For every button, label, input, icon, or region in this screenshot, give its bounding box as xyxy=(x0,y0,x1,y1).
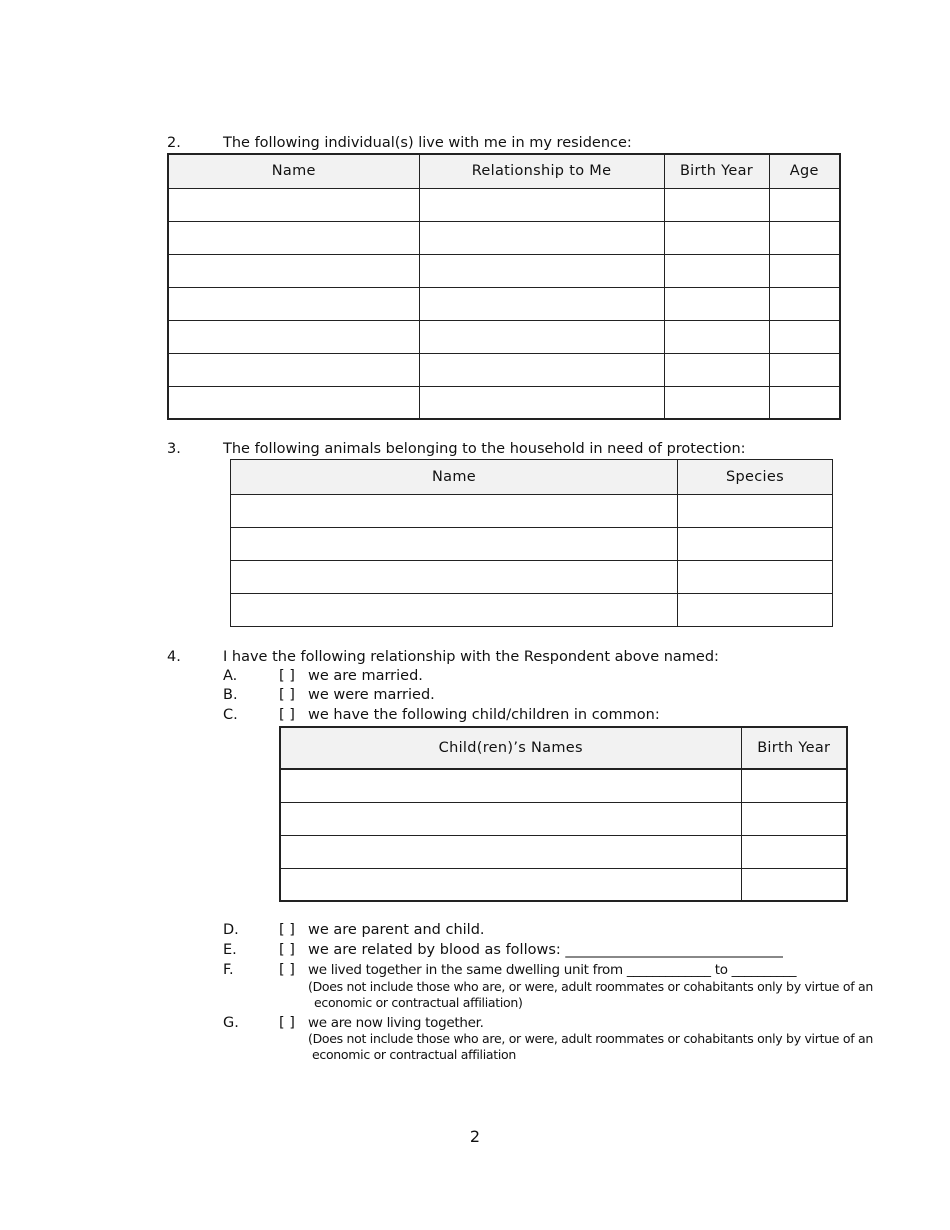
relationship-cell[interactable] xyxy=(419,188,664,221)
table-row xyxy=(231,561,833,594)
table-row xyxy=(280,868,847,901)
table-header-row xyxy=(168,154,840,188)
child-name-cell[interactable] xyxy=(280,835,741,868)
option-e-letter: E. xyxy=(223,942,237,958)
age-cell[interactable] xyxy=(769,386,840,419)
age-cell[interactable] xyxy=(769,320,840,353)
child-birth-year-cell[interactable] xyxy=(741,868,847,901)
child-name-cell[interactable] xyxy=(280,769,741,802)
age-cell[interactable] xyxy=(769,287,840,320)
option-a-letter: A. xyxy=(223,668,238,684)
birth-year-cell[interactable] xyxy=(664,221,769,254)
household-members-table xyxy=(167,153,841,420)
child-birth-year-cell[interactable] xyxy=(741,835,847,868)
option-a-checkbox[interactable]: [ ] xyxy=(279,668,295,684)
option-c-text: we have the following child/children in common: xyxy=(308,707,660,723)
birth-year-cell[interactable] xyxy=(664,353,769,386)
table-row xyxy=(231,594,833,627)
column-header-name: Name xyxy=(168,154,419,188)
table-row xyxy=(231,495,833,528)
animal-name-cell[interactable] xyxy=(231,594,678,627)
table-row xyxy=(231,528,833,561)
name-cell[interactable] xyxy=(168,254,419,287)
name-cell[interactable] xyxy=(168,287,419,320)
option-f-text[interactable]: we lived together in the same dwelling unit from _____________ to __________ xyxy=(308,962,797,978)
option-g-letter: G. xyxy=(223,1015,239,1031)
relationship-cell[interactable] xyxy=(419,353,664,386)
option-d-text: we are parent and child. xyxy=(308,922,485,938)
name-cell[interactable] xyxy=(168,353,419,386)
table-row xyxy=(168,320,840,353)
table-header-row xyxy=(231,460,833,495)
section-4-intro: I have the following relationship with the Respondent above named: xyxy=(223,649,719,665)
species-cell[interactable] xyxy=(678,594,833,627)
table-header-row xyxy=(280,727,847,769)
option-e-text[interactable]: we are related by blood as follows: ______________________________ xyxy=(308,942,783,958)
column-header-age: Age xyxy=(769,154,840,188)
option-d-letter: D. xyxy=(223,922,239,938)
name-cell[interactable] xyxy=(168,320,419,353)
age-cell[interactable] xyxy=(769,353,840,386)
option-g-note-line-1: (Does not include those who are, or were, adult roommates or cohabitants only by virtue of an xyxy=(308,1031,873,1046)
age-cell[interactable] xyxy=(769,221,840,254)
table-row xyxy=(280,802,847,835)
table-row xyxy=(168,386,840,419)
column-header-species: Species xyxy=(678,460,833,495)
section-3-intro: The following animals belonging to the household in need of protection: xyxy=(223,441,746,457)
option-g-text: we are now living together. xyxy=(308,1015,484,1031)
table-row xyxy=(280,769,847,802)
column-header-child-birth-year: Birth Year xyxy=(741,727,847,769)
option-b-checkbox[interactable]: [ ] xyxy=(279,687,295,703)
section-2-number: 2. xyxy=(167,135,181,151)
child-birth-year-cell[interactable] xyxy=(741,769,847,802)
option-d-checkbox[interactable]: [ ] xyxy=(279,922,295,938)
animals-table xyxy=(230,459,833,627)
option-f-note-line-2: economic or contractual affiliation) xyxy=(314,995,523,1010)
child-birth-year-cell[interactable] xyxy=(741,802,847,835)
child-name-cell[interactable] xyxy=(280,802,741,835)
column-header-children-names: Child(ren)’s Names xyxy=(280,727,741,769)
page-number: 2 xyxy=(469,1127,481,1146)
option-c-letter: C. xyxy=(223,707,238,723)
relationship-cell[interactable] xyxy=(419,254,664,287)
option-a-text: we are married. xyxy=(308,668,423,684)
birth-year-cell[interactable] xyxy=(664,254,769,287)
option-e-checkbox[interactable]: [ ] xyxy=(279,942,295,958)
birth-year-cell[interactable] xyxy=(664,188,769,221)
relationship-cell[interactable] xyxy=(419,221,664,254)
option-g-note-line-2: economic or contractual affiliation xyxy=(312,1047,516,1062)
name-cell[interactable] xyxy=(168,221,419,254)
option-c-checkbox[interactable]: [ ] xyxy=(279,707,295,723)
option-f-checkbox[interactable]: [ ] xyxy=(279,962,295,978)
species-cell[interactable] xyxy=(678,495,833,528)
table-row xyxy=(280,835,847,868)
option-b-text: we were married. xyxy=(308,687,435,703)
section-4-number: 4. xyxy=(167,649,181,665)
column-header-animal-name: Name xyxy=(231,460,678,495)
option-f-note-line-1: (Does not include those who are, or were, adult roommates or cohabitants only by virtue of an xyxy=(308,979,873,994)
option-b-letter: B. xyxy=(223,687,238,703)
table-row xyxy=(168,221,840,254)
relationship-cell[interactable] xyxy=(419,386,664,419)
age-cell[interactable] xyxy=(769,188,840,221)
table-row xyxy=(168,287,840,320)
section-2-intro: The following individual(s) live with me in my residence: xyxy=(223,135,632,151)
animal-name-cell[interactable] xyxy=(231,495,678,528)
birth-year-cell[interactable] xyxy=(664,320,769,353)
animal-name-cell[interactable] xyxy=(231,528,678,561)
column-header-birth-year: Birth Year xyxy=(664,154,769,188)
relationship-cell[interactable] xyxy=(419,320,664,353)
species-cell[interactable] xyxy=(678,561,833,594)
name-cell[interactable] xyxy=(168,188,419,221)
species-cell[interactable] xyxy=(678,528,833,561)
child-name-cell[interactable] xyxy=(280,868,741,901)
birth-year-cell[interactable] xyxy=(664,386,769,419)
birth-year-cell[interactable] xyxy=(664,287,769,320)
column-header-relationship: Relationship to Me xyxy=(419,154,664,188)
section-3-number: 3. xyxy=(167,441,181,457)
table-row xyxy=(168,188,840,221)
option-g-checkbox[interactable]: [ ] xyxy=(279,1015,295,1031)
relationship-cell[interactable] xyxy=(419,287,664,320)
age-cell[interactable] xyxy=(769,254,840,287)
table-row xyxy=(168,353,840,386)
table-row xyxy=(168,254,840,287)
animal-name-cell[interactable] xyxy=(231,561,678,594)
children-table xyxy=(279,726,848,902)
name-cell[interactable] xyxy=(168,386,419,419)
option-f-letter: F. xyxy=(223,962,234,978)
